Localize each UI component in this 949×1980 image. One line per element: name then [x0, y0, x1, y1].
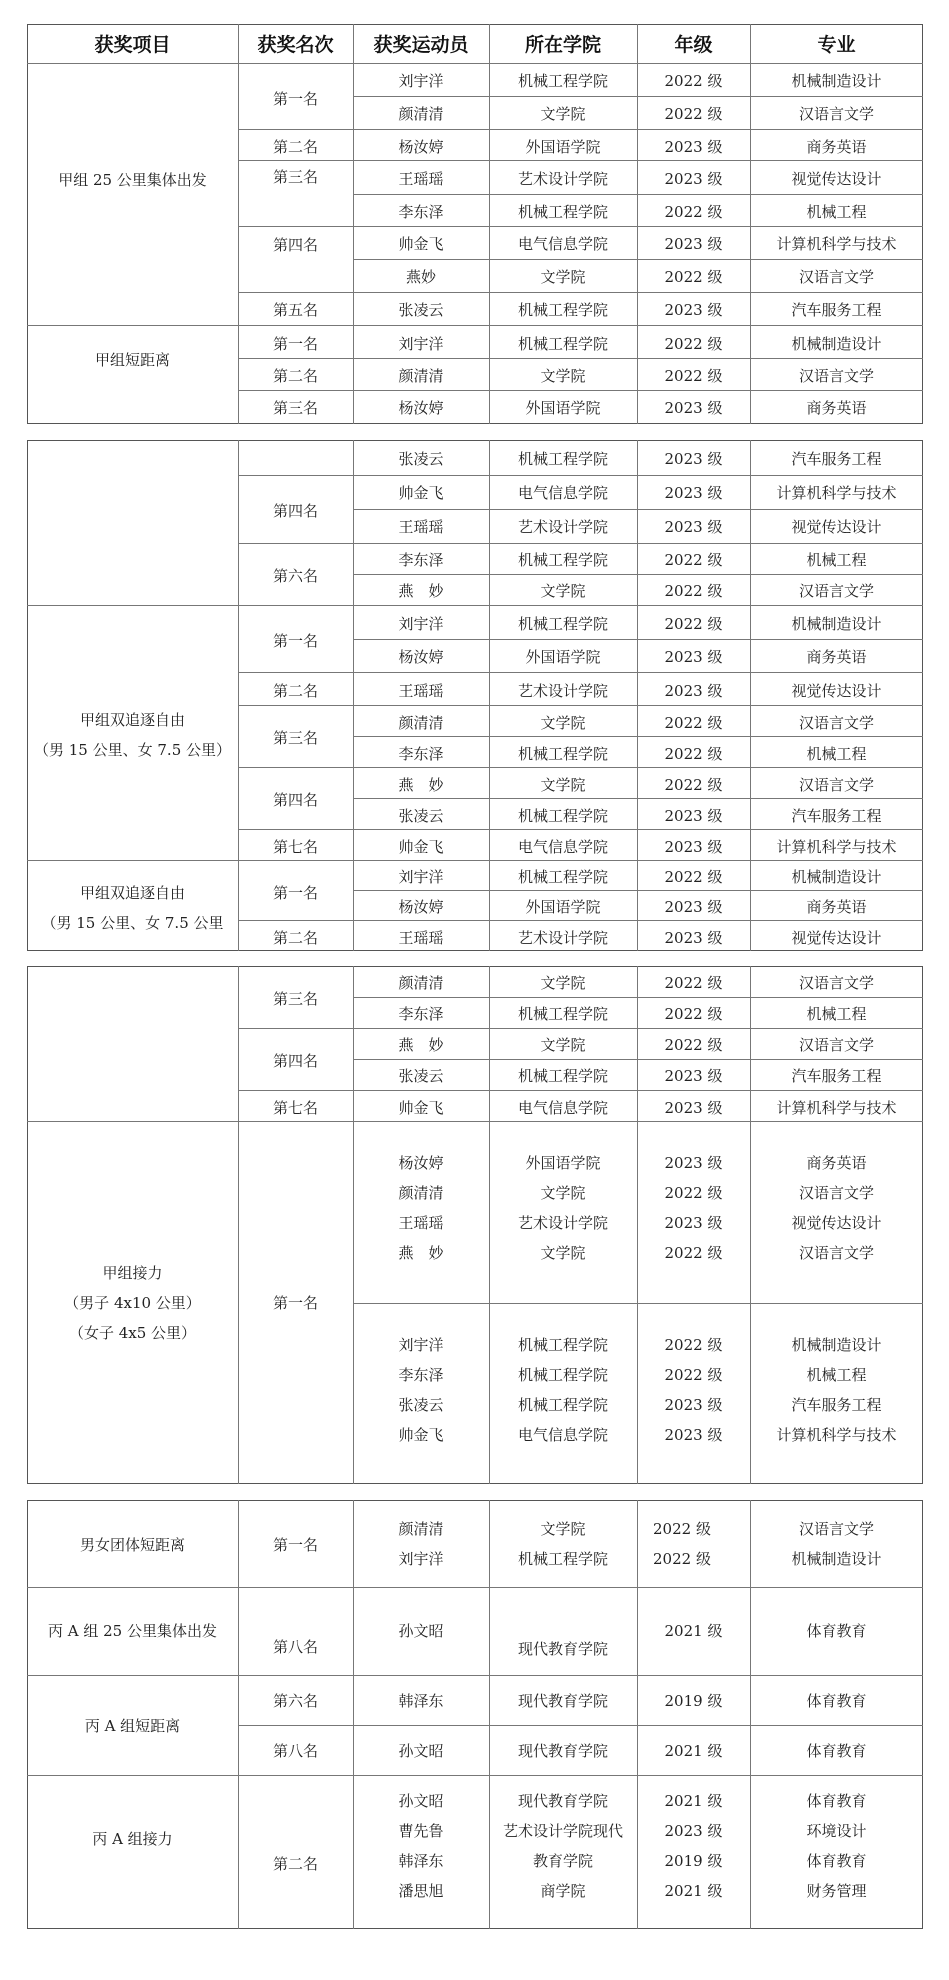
college-cell: 艺术设计学院: [517, 929, 608, 947]
divider: [27, 605, 923, 606]
grade-cell: 2023 级: [664, 1154, 723, 1172]
grade-cell: 2022 级: [664, 335, 723, 353]
athlete-cell: 帅金飞: [398, 1099, 444, 1117]
project-cell: （女子 4x5 公里）: [68, 1324, 197, 1342]
rank-cell: 第四名: [272, 1052, 318, 1070]
project-cell: （男 15 公里、女 7.5 公里: [41, 914, 224, 932]
major-cell: 机械制造设计: [791, 335, 882, 353]
divider: [238, 1028, 923, 1029]
grade-cell: 2022 级: [664, 615, 723, 633]
rank-cell: 第一名: [272, 335, 318, 353]
divider: [353, 1303, 923, 1304]
grade-cell: 2023 级: [664, 399, 723, 417]
athlete-cell: 李东泽: [398, 551, 444, 569]
athlete-cell: 刘宇洋: [398, 615, 444, 633]
college-cell: 外国语学院: [525, 1154, 601, 1172]
college-cell: 电气信息学院: [517, 1099, 608, 1117]
major-cell: 汉语言文学: [798, 1244, 874, 1262]
grade-cell: 2023 级: [664, 1067, 723, 1085]
rank-cell: 第一名: [272, 1294, 318, 1312]
grade-cell: 2023 级: [664, 807, 723, 825]
divider: [238, 966, 239, 1484]
rank-cell: 第二名: [272, 138, 318, 156]
header-college: 所在学院: [524, 34, 601, 56]
major-cell: 汉语言文学: [798, 776, 874, 794]
college-cell: 机械工程学院: [517, 1067, 608, 1085]
divider: [238, 292, 923, 293]
athlete-cell: 帅金飞: [398, 838, 444, 856]
athlete-cell: 李东泽: [398, 1005, 444, 1023]
rank-cell: 第八名: [272, 1742, 318, 1760]
college-cell: 文学院: [540, 268, 586, 286]
grade-cell: 2023 级: [664, 682, 723, 700]
rank-cell: 第五名: [272, 301, 318, 319]
athlete-cell: 孙文昭: [398, 1792, 444, 1810]
major-cell: 体育教育: [806, 1792, 867, 1810]
major-cell: 体育教育: [806, 1692, 867, 1710]
major-cell: 机械制造设计: [791, 72, 882, 90]
major-cell: 计算机科学与技术: [776, 235, 897, 253]
major-cell: 机械制造设计: [791, 615, 882, 633]
rank-cell: 第七名: [272, 838, 318, 856]
athlete-cell: 张凌云: [398, 1396, 444, 1414]
grade-cell: 2023 级: [664, 929, 723, 947]
major-cell: 商务英语: [806, 1154, 867, 1172]
divider: [27, 63, 923, 64]
college-cell: 文学院: [540, 1184, 586, 1202]
major-cell: 视觉传达设计: [791, 1214, 882, 1232]
college-cell: 现代教育学院: [517, 1692, 608, 1710]
major-cell: 商务英语: [806, 399, 867, 417]
header-project: 获奖项目: [94, 34, 171, 56]
college-cell: 电气信息学院: [517, 235, 608, 253]
major-cell: 汽车服务工程: [791, 301, 882, 319]
project-cell: 男女团体短距离: [79, 1536, 185, 1554]
grade-cell: 2022 级: [664, 203, 723, 221]
divider: [238, 543, 923, 544]
project-cell: 甲组接力: [102, 1264, 163, 1282]
divider: [353, 736, 923, 737]
college-cell: 文学院: [540, 974, 586, 992]
athlete-cell: 韩泽东: [398, 1692, 444, 1710]
major-cell: 环境设计: [806, 1822, 867, 1840]
divider: [353, 574, 923, 575]
college-cell: 文学院: [540, 582, 586, 600]
grade-cell: 2023 级: [664, 1426, 723, 1444]
divider: [238, 1090, 923, 1091]
athlete-cell: 杨汝婷: [398, 399, 444, 417]
rank-cell: 第二名: [272, 682, 318, 700]
divider: [353, 509, 923, 510]
divider: [238, 129, 923, 130]
college-cell: 机械工程学院: [517, 1336, 608, 1354]
divider: [353, 798, 923, 799]
college-cell: 艺术设计学院: [517, 518, 608, 536]
college-cell: 文学院: [540, 776, 586, 794]
athlete-cell: 曹先鲁: [398, 1822, 444, 1840]
athlete-cell: 张凌云: [398, 807, 444, 825]
athlete-cell: 燕 妙: [398, 776, 444, 794]
project-cell: 甲组双追逐自由: [79, 884, 185, 902]
athlete-cell: 颜清清: [398, 1184, 444, 1202]
major-cell: 汽车服务工程: [791, 1396, 882, 1414]
athlete-cell: 杨汝婷: [398, 898, 444, 916]
rank-cell: 第八名: [272, 1638, 318, 1656]
athlete-cell: 帅金飞: [398, 1426, 444, 1444]
major-cell: 机械工程: [806, 203, 867, 221]
grade-cell: 2023 级: [664, 1822, 723, 1840]
rank-cell: 第六名: [272, 567, 318, 585]
divider: [27, 1121, 923, 1122]
college-cell: 机械工程学院: [517, 745, 608, 763]
college-cell: 机械工程学院: [517, 72, 608, 90]
grade-cell: 2022 级: [664, 551, 723, 569]
college-cell: 外国语学院: [525, 898, 601, 916]
grade-cell: 2022 级: [664, 776, 723, 794]
college-cell: 文学院: [540, 714, 586, 732]
athlete-cell: 帅金飞: [398, 235, 444, 253]
grade-cell: 2022 级: [664, 1036, 723, 1054]
athlete-cell: 张凌云: [398, 1067, 444, 1085]
divider: [238, 160, 923, 161]
athlete-cell: 燕 妙: [398, 1036, 444, 1054]
divider: [238, 475, 923, 476]
grade-cell: 2022 级: [664, 745, 723, 763]
rank-cell: 第二名: [272, 1855, 318, 1873]
major-cell: 财务管理: [806, 1882, 867, 1900]
grade-cell: 2019 级: [664, 1852, 723, 1870]
grade-cell: 2022 级: [664, 582, 723, 600]
rank-cell: 第一名: [272, 884, 318, 902]
athlete-cell: 王瑶瑶: [398, 170, 444, 188]
rank-cell: 第一名: [272, 632, 318, 650]
athlete-cell: 杨汝婷: [398, 138, 444, 156]
divider: [353, 194, 923, 195]
college-cell: 电气信息学院: [517, 484, 608, 502]
rank-cell: 第三名: [272, 990, 318, 1008]
major-cell: 计算机科学与技术: [776, 838, 897, 856]
major-cell: 体育教育: [806, 1742, 867, 1760]
header-athlete: 获奖运动员: [373, 34, 469, 56]
athlete-cell: 张凌云: [398, 450, 444, 468]
college-cell: 艺术设计学院: [517, 170, 608, 188]
major-cell: 机械工程: [806, 1366, 867, 1384]
college-cell: 机械工程学院: [517, 335, 608, 353]
divider: [238, 1725, 923, 1726]
college-cell: 艺术设计学院现代: [502, 1822, 623, 1840]
major-cell: 机械工程: [806, 551, 867, 569]
project-cell: 丙 A 组短距离: [84, 1717, 181, 1735]
divider: [238, 767, 923, 768]
grade-cell: 2022 级: [664, 1184, 723, 1202]
athlete-cell: 燕 妙: [398, 1244, 444, 1262]
major-cell: 汉语言文学: [798, 105, 874, 123]
rank-cell: 第四名: [272, 791, 318, 809]
athlete-cell: 帅金飞: [398, 484, 444, 502]
rank-cell: 第二名: [272, 367, 318, 385]
major-cell: 汉语言文学: [798, 582, 874, 600]
grade-cell: 2022 级: [664, 268, 723, 286]
college-cell: 商学院: [540, 1882, 586, 1900]
header-rank: 获奖名次: [257, 34, 334, 56]
rank-cell: 第四名: [272, 502, 318, 520]
grade-cell: 2022 级: [664, 1005, 723, 1023]
athlete-cell: 刘宇洋: [398, 1550, 444, 1568]
college-cell: 机械工程学院: [517, 203, 608, 221]
athlete-cell: 王瑶瑶: [398, 518, 444, 536]
athlete-cell: 刘宇洋: [398, 868, 444, 886]
project-cell: （男 15 公里、女 7.5 公里）: [33, 741, 231, 759]
grade-cell: 2022 级: [664, 868, 723, 886]
grade-cell: 2022 级: [664, 367, 723, 385]
divider: [238, 390, 923, 391]
grade-cell: 2022 级: [653, 1550, 711, 1568]
rank-cell: 第三名: [272, 399, 318, 417]
athlete-cell: 王瑶瑶: [398, 682, 444, 700]
project-cell: 甲组 25 公里集体出发: [58, 171, 207, 189]
grade-cell: 2023 级: [664, 648, 723, 666]
grade-cell: 2022 级: [653, 1520, 711, 1538]
athlete-cell: 燕妙: [405, 268, 436, 286]
grade-cell: 2022 级: [664, 974, 723, 992]
major-cell: 商务英语: [806, 898, 867, 916]
grade-cell: 2023 级: [664, 518, 723, 536]
college-cell: 机械工程学院: [517, 1366, 608, 1384]
major-cell: 汽车服务工程: [791, 807, 882, 825]
grade-cell: 2023 级: [664, 898, 723, 916]
grade-cell: 2023 级: [664, 1396, 723, 1414]
divider: [238, 920, 923, 921]
athlete-cell: 杨汝婷: [398, 1154, 444, 1172]
major-cell: 机械制造设计: [791, 868, 882, 886]
grade-cell: 2023 级: [664, 235, 723, 253]
college-cell: 机械工程学院: [517, 1396, 608, 1414]
athlete-cell: 颜清清: [398, 714, 444, 732]
grade-cell: 2022 级: [664, 105, 723, 123]
college-cell: 文学院: [540, 1244, 586, 1262]
divider: [238, 705, 923, 706]
athlete-cell: 王瑶瑶: [398, 1214, 444, 1232]
college-cell: 机械工程学院: [517, 551, 608, 569]
college-cell: 现代教育学院: [517, 1742, 608, 1760]
divider: [27, 325, 923, 326]
grade-cell: 2021 级: [664, 1792, 723, 1810]
major-cell: 视觉传达设计: [791, 518, 882, 536]
major-cell: 汽车服务工程: [791, 450, 882, 468]
grade-cell: 2021 级: [664, 1742, 723, 1760]
divider: [353, 96, 923, 97]
major-cell: 汉语言文学: [798, 1036, 874, 1054]
college-cell: 现代教育学院: [517, 1640, 608, 1658]
rank-cell: 第一名: [272, 1536, 318, 1554]
college-cell: 艺术设计学院: [517, 1214, 608, 1232]
grade-cell: 2022 级: [664, 1336, 723, 1354]
header-major: 专业: [817, 34, 856, 56]
divider: [27, 1775, 923, 1776]
rank-cell: 第七名: [272, 1099, 318, 1117]
grade-cell: 2023 级: [664, 170, 723, 188]
project-cell: 甲组短距离: [94, 351, 170, 369]
athlete-cell: 颜清清: [398, 974, 444, 992]
college-cell: 外国语学院: [525, 138, 601, 156]
major-cell: 汉语言文学: [798, 268, 874, 286]
college-cell: 机械工程学院: [517, 807, 608, 825]
athlete-cell: 杨汝婷: [398, 648, 444, 666]
athlete-cell: 王瑶瑶: [398, 929, 444, 947]
major-cell: 汉语言文学: [798, 1184, 874, 1202]
major-cell: 视觉传达设计: [791, 929, 882, 947]
major-cell: 计算机科学与技术: [776, 1099, 897, 1117]
college-cell: 文学院: [540, 105, 586, 123]
grade-cell: 2023 级: [664, 1099, 723, 1117]
divider: [27, 1587, 923, 1588]
divider: [353, 890, 923, 891]
grade-cell: 2022 级: [664, 714, 723, 732]
divider: [27, 1675, 923, 1676]
grade-cell: 2023 级: [664, 1214, 723, 1232]
college-cell: 机械工程学院: [517, 301, 608, 319]
grade-cell: 2023 级: [664, 301, 723, 319]
major-cell: 汉语言文学: [798, 1520, 874, 1538]
divider: [353, 1059, 923, 1060]
divider: [238, 24, 239, 424]
athlete-cell: 潘思旭: [398, 1882, 444, 1900]
major-cell: 商务英语: [806, 648, 867, 666]
major-cell: 汽车服务工程: [791, 1067, 882, 1085]
header-grade: 年级: [674, 34, 713, 56]
grade-cell: 2021 级: [664, 1882, 723, 1900]
major-cell: 机械工程: [806, 745, 867, 763]
college-cell: 机械工程学院: [517, 450, 608, 468]
major-cell: 机械制造设计: [791, 1336, 882, 1354]
rank-cell: 第四名: [272, 236, 318, 254]
rank-cell: 第三名: [272, 729, 318, 747]
major-cell: 商务英语: [806, 138, 867, 156]
athlete-cell: 刘宇洋: [398, 1336, 444, 1354]
major-cell: 计算机科学与技术: [776, 1426, 897, 1444]
grade-cell: 2022 级: [664, 1244, 723, 1262]
athlete-cell: 刘宇洋: [398, 335, 444, 353]
rank-cell: 第一名: [272, 90, 318, 108]
college-cell: 文学院: [540, 1036, 586, 1054]
athlete-cell: 燕 妙: [398, 582, 444, 600]
major-cell: 体育教育: [806, 1622, 867, 1640]
divider: [27, 860, 923, 861]
college-cell: 文学院: [540, 367, 586, 385]
major-cell: 汉语言文学: [798, 974, 874, 992]
grade-cell: 2023 级: [664, 838, 723, 856]
athlete-cell: 李东泽: [398, 1366, 444, 1384]
major-cell: 机械工程: [806, 1005, 867, 1023]
project-cell: 丙 A 组 25 公里集体出发: [48, 1622, 217, 1640]
rank-cell: 第三名: [272, 168, 318, 186]
athlete-cell: 韩泽东: [398, 1852, 444, 1870]
athlete-cell: 李东泽: [398, 203, 444, 221]
college-cell: 机械工程学院: [517, 868, 608, 886]
athlete-cell: 颜清清: [398, 105, 444, 123]
major-cell: 机械制造设计: [791, 1550, 882, 1568]
divider: [353, 639, 923, 640]
divider: [238, 358, 923, 359]
college-cell: 电气信息学院: [517, 838, 608, 856]
divider: [238, 672, 923, 673]
college-cell: 外国语学院: [525, 648, 601, 666]
project-cell: 甲组双追逐自由: [79, 711, 185, 729]
college-cell: 文学院: [540, 1520, 586, 1538]
divider: [353, 259, 923, 260]
major-cell: 汉语言文学: [798, 367, 874, 385]
college-cell: 教育学院: [532, 1852, 593, 1870]
college-cell: 机械工程学院: [517, 1005, 608, 1023]
college-cell: 外国语学院: [525, 399, 601, 417]
grade-cell: 2019 级: [664, 1692, 723, 1710]
major-cell: 视觉传达设计: [791, 682, 882, 700]
grade-cell: 2023 级: [664, 450, 723, 468]
athlete-cell: 孙文昭: [398, 1742, 444, 1760]
athlete-cell: 李东泽: [398, 745, 444, 763]
athlete-cell: 颜清清: [398, 1520, 444, 1538]
major-cell: 体育教育: [806, 1852, 867, 1870]
college-cell: 电气信息学院: [517, 1426, 608, 1444]
grade-cell: 2021 级: [664, 1622, 723, 1640]
major-cell: 计算机科学与技术: [776, 484, 897, 502]
divider: [238, 226, 923, 227]
college-cell: 机械工程学院: [517, 615, 608, 633]
rank-cell: 第六名: [272, 1692, 318, 1710]
college-cell: 现代教育学院: [517, 1792, 608, 1810]
rank-cell: 第二名: [272, 929, 318, 947]
project-cell: 丙 A 组接力: [92, 1830, 173, 1848]
college-cell: 机械工程学院: [517, 1550, 608, 1568]
grade-cell: 2022 级: [664, 1366, 723, 1384]
major-cell: 汉语言文学: [798, 714, 874, 732]
athlete-cell: 张凌云: [398, 301, 444, 319]
athlete-cell: 孙文昭: [398, 1622, 444, 1640]
major-cell: 视觉传达设计: [791, 170, 882, 188]
grade-cell: 2022 级: [664, 72, 723, 90]
grade-cell: 2023 级: [664, 138, 723, 156]
divider: [353, 997, 923, 998]
college-cell: 艺术设计学院: [517, 682, 608, 700]
grade-cell: 2023 级: [664, 484, 723, 502]
athlete-cell: 颜清清: [398, 367, 444, 385]
project-cell: （男子 4x10 公里）: [64, 1294, 201, 1312]
divider: [238, 829, 923, 830]
athlete-cell: 刘宇洋: [398, 72, 444, 90]
